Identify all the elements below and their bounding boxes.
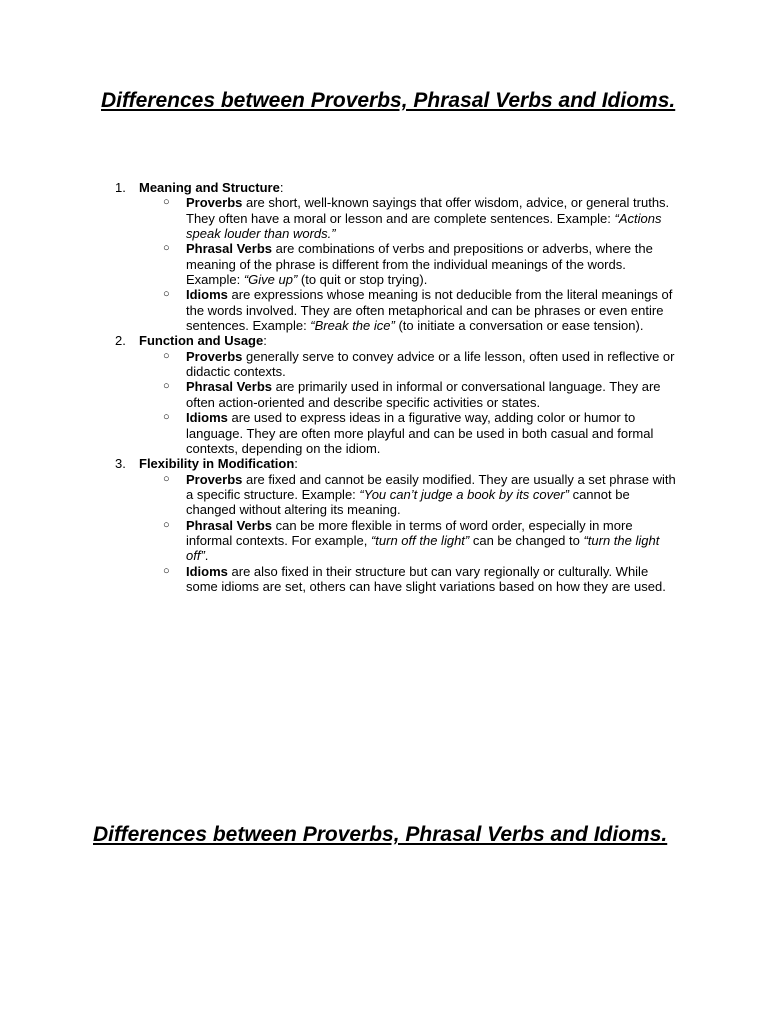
item-tail: can be changed to: [469, 532, 584, 548]
hollow-circle-bullet-icon: ○: [163, 288, 170, 301]
item-text: are primarily used in informal or conversational language. They are often action-oriented and describe specific activities or states.: [186, 379, 661, 410]
sub-bullet-list: [139, 349, 680, 456]
item-text: are combinations of verbs and prepositions or adverbs, where the meaning of the phrase is different from the individual meanings of the words. Example:: [186, 241, 653, 288]
sub-bullet-list: [139, 472, 680, 595]
term-label: Proverbs: [186, 195, 243, 211]
item-text: can be more flexible in terms of word order, especially in more informal contexts. For example,: [186, 517, 633, 548]
term-label: Idioms: [186, 287, 228, 303]
hollow-circle-bullet-icon: ○: [163, 472, 170, 485]
sub-bullet-list: [139, 195, 680, 333]
item-text: are fixed and cannot be easily modified. They are usually a set phrase with a specific structure. Example:: [186, 471, 676, 502]
example-quote-2: “turn the light off”: [186, 532, 660, 564]
item-tail: (to initiate a conversation or ease tension).: [394, 318, 644, 334]
section-function-and-usage: [115, 333, 680, 456]
term-label: Idioms: [186, 563, 228, 579]
hollow-circle-bullet-icon: ○: [163, 564, 170, 577]
hollow-circle-bullet-icon: ○: [163, 518, 170, 531]
numbered-outline: [115, 180, 680, 594]
list-item-idioms: [139, 564, 680, 595]
section-number: 2.: [115, 333, 126, 349]
item-tail: cannot be changed without altering its meaning.: [186, 486, 630, 518]
section-meaning-and-structure: [115, 180, 680, 333]
list-item-proverbs: [139, 472, 680, 518]
document-title-repeat: Differences between Proverbs, Phrasal Verbs and Idioms.: [93, 823, 668, 846]
hollow-circle-bullet-icon: ○: [163, 349, 170, 362]
example-quote: “Break the ice”: [310, 318, 395, 334]
hollow-circle-bullet-icon: ○: [163, 411, 170, 424]
item-tail: (to quit or stop trying).: [297, 272, 428, 288]
hollow-circle-bullet-icon: ○: [163, 196, 170, 209]
term-label: Proverbs: [186, 348, 243, 364]
item-text: are also fixed in their structure but can vary regionally or culturally. While some idioms are set, others can have slight variations based on how they are used.: [186, 563, 666, 594]
list-item-phrasal-verbs: [139, 518, 680, 564]
term-label: Phrasal Verbs: [186, 241, 272, 257]
list-item-proverbs: [139, 195, 680, 241]
list-item-phrasal-verbs: [139, 379, 680, 410]
document-title: Differences between Proverbs, Phrasal Verbs and Idioms.: [101, 89, 676, 112]
list-item-proverbs: [139, 349, 680, 380]
section-heading: Function and Usage:: [139, 333, 267, 349]
section-heading: Meaning and Structure:: [139, 180, 284, 195]
item-text: are expressions whose meaning is not deducible from the literal meanings of the words involved. They are often metaphorical and can be phrases or even entire sentences. Example:: [186, 287, 673, 334]
list-item-idioms: [139, 287, 680, 333]
hollow-circle-bullet-icon: ○: [163, 242, 170, 255]
item-text: generally serve to convey advice or a life lesson, often used in reflective or didactic contexts.: [186, 348, 675, 380]
hollow-circle-bullet-icon: ○: [163, 380, 170, 393]
section-flexibility-in-modification: [115, 456, 680, 594]
list-item-idioms: [139, 410, 680, 456]
section-number: 1.: [115, 180, 126, 195]
item-tail-2: .: [204, 548, 209, 564]
example-quote: “Give up”: [243, 272, 298, 288]
section-heading: Flexibility in Modification:: [139, 456, 298, 472]
term-label: Proverbs: [186, 471, 243, 487]
list-item-phrasal-verbs: [139, 241, 680, 287]
example-quote: “You can’t judge a book by its cover”: [359, 486, 569, 502]
section-number: 3.: [115, 456, 126, 472]
term-label: Phrasal Verbs: [186, 517, 272, 533]
example-quote: “Actions speak louder than words.”: [186, 210, 662, 242]
example-quote: “turn off the light”: [370, 532, 470, 548]
item-text: are short, well-known sayings that offer wisdom, advice, or general truths. They often have a moral or lesson and are complete sentences. Example:: [186, 195, 670, 226]
item-text: are used to express ideas in a figurative way, adding color or humor to language. They are often more playful and can be used in both casual and formal contexts, depending on the idiom.: [186, 410, 654, 456]
term-label: Idioms: [186, 410, 228, 426]
term-label: Phrasal Verbs: [186, 379, 272, 395]
